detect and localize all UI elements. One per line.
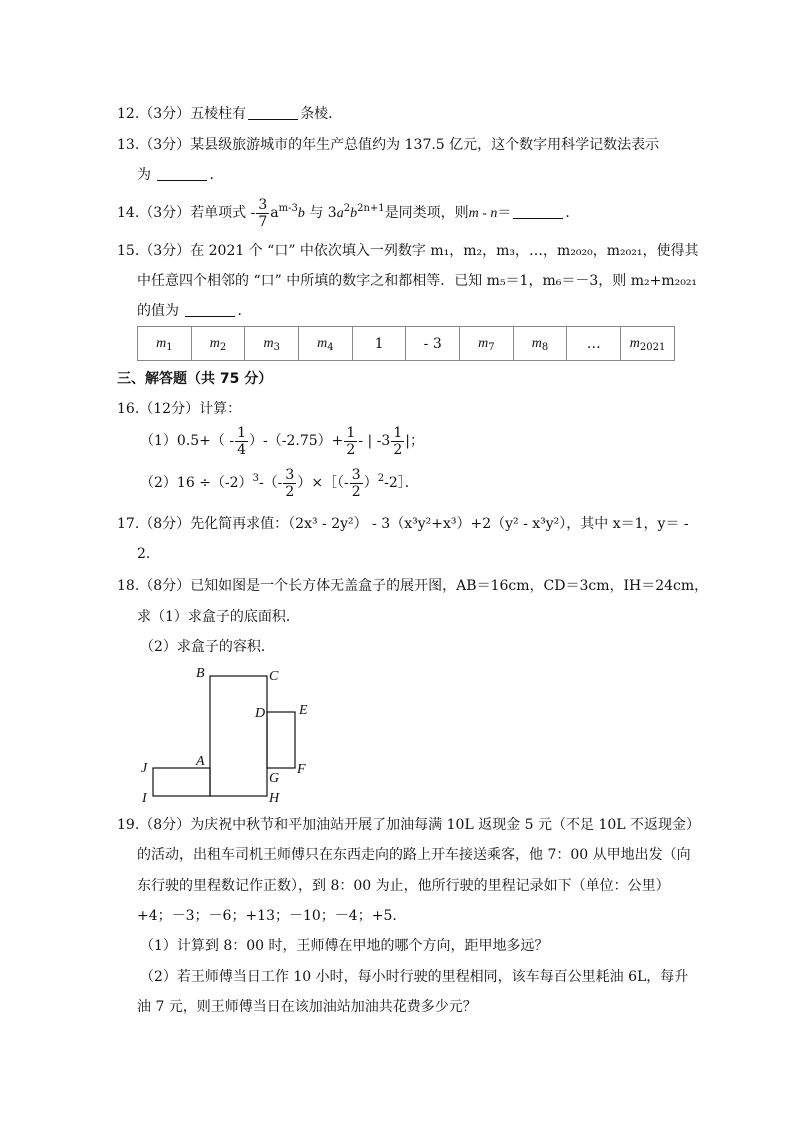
- question-15-line3: [137, 302, 251, 320]
- label-J: J: [141, 761, 148, 776]
- math-var: b: [350, 206, 358, 221]
- numerator: 1: [346, 424, 356, 441]
- section-heading: 三、解答题（共 75 分）: [117, 371, 273, 387]
- main-rectangle: [210, 676, 267, 796]
- fraction: [235, 425, 248, 458]
- question-text: ．: [565, 205, 580, 221]
- question-number: 14.: [117, 205, 140, 221]
- cell-value: 1: [374, 335, 384, 352]
- cell-sub: 2: [219, 342, 227, 353]
- question-number: 13.: [117, 137, 140, 153]
- table-cell: [299, 327, 353, 361]
- question-number: 12.: [117, 106, 140, 122]
- question-14: [117, 196, 579, 231]
- question-18-line2: 求（1）求盒子的底面积．: [137, 609, 300, 625]
- question-18: [117, 577, 708, 595]
- table-cell: [191, 327, 245, 361]
- exponent: 2: [377, 473, 385, 484]
- question-score: （8分）: [139, 516, 191, 532]
- denominator: 2: [285, 483, 295, 500]
- math-text: ）: [363, 475, 378, 491]
- question-text: 中任意四个相邻的 “口” 中所填的数字之和都相等．已知 m₅＝1，m₆＝－3，则 m₂+m₂₀₂₁: [137, 273, 698, 289]
- cell-var: m: [156, 336, 167, 351]
- answer-blank[interactable]: [157, 166, 207, 181]
- label-E: E: [299, 703, 308, 718]
- table-row: [138, 327, 675, 361]
- right-rectangle: [267, 712, 295, 768]
- question-19: [117, 816, 700, 834]
- question-text: 某县级旅游城市的年生产总值约为 137.5 亿元，这个数字用科学记数法表示: [190, 137, 660, 153]
- math-text: ）×［（-: [297, 475, 349, 491]
- question-17-line2: 2．: [137, 546, 160, 562]
- label-I: I: [142, 791, 147, 806]
- numerator: 3: [258, 196, 268, 213]
- question-text: 为: [137, 167, 151, 183]
- cell-var: m: [209, 336, 220, 351]
- question-score: （8分）: [139, 817, 191, 833]
- question-text: 五棱柱有: [190, 106, 247, 122]
- math-text: - | -3: [358, 433, 391, 449]
- question-13: [117, 136, 659, 154]
- fraction: [350, 467, 363, 500]
- cell-var: m: [531, 336, 542, 351]
- question-12: [117, 105, 342, 123]
- denominator: 2: [351, 483, 361, 500]
- sequence-table: [137, 326, 675, 361]
- question-text: 是同类项，则: [384, 205, 469, 221]
- table-cell: [138, 327, 192, 361]
- cell-var: m: [317, 336, 328, 351]
- question-score: （3分）: [139, 137, 191, 153]
- label-H: H: [269, 791, 280, 806]
- question-16-part2: [140, 466, 419, 500]
- part-label: （2）: [140, 475, 177, 491]
- math-text: ）-（-2.75）+: [249, 433, 344, 449]
- math-text: 0.5+（ -: [176, 433, 235, 449]
- cell-sub: 8: [541, 342, 549, 353]
- question-text: 为庆祝中秋节和平加油站开展了加油每满 10L 返现金 5 元（不足 10L 不返现金）: [190, 817, 701, 833]
- table-cell: [621, 327, 675, 361]
- cell-sub: 2021: [639, 342, 666, 353]
- math-expr: m - n: [468, 206, 498, 221]
- cell-value: …: [586, 335, 601, 352]
- question-15: [117, 242, 699, 260]
- math-var: a: [270, 205, 279, 221]
- question-19-line4: +4；－3；－6；+13；－10；－4；+5．: [137, 908, 407, 924]
- exponent: 2n+1: [357, 203, 385, 214]
- question-number: 15.: [117, 243, 140, 259]
- question-16: [117, 400, 241, 418]
- math-text: -（-: [258, 475, 283, 491]
- math-var: b: [297, 206, 305, 221]
- math-text: 16 ÷（-2）: [176, 475, 253, 491]
- denominator: 4: [237, 441, 247, 458]
- question-text: 的值为: [137, 303, 179, 319]
- cell-value: - 3: [423, 335, 442, 352]
- question-17: [117, 515, 689, 533]
- question-text: ＝: [497, 205, 512, 221]
- question-text: 条棱．: [300, 106, 343, 122]
- cell-sub: 1: [166, 342, 173, 353]
- denominator: 7: [258, 213, 268, 230]
- question-score: （8分）: [139, 578, 191, 594]
- question-19-line2: 的活动，出租车司机王师傅只在东西走向的路上开车接送乘客，他 7：00 从甲地出发（向: [137, 847, 691, 863]
- left-rectangle: [153, 768, 210, 796]
- question-19-line7: 油 7 元，则王师傅当日在该加油站加油共花费多少元？: [137, 999, 477, 1015]
- question-13-line2: [137, 166, 223, 184]
- numerator: 1: [393, 424, 403, 441]
- label-G: G: [269, 771, 280, 786]
- question-score: （3分）: [139, 106, 191, 122]
- cell-sub: 3: [273, 342, 280, 353]
- label-B: B: [196, 666, 205, 681]
- question-text: 已知如图是一个长方体无盖盒子的展开图，AB＝16cm，CD＝3cm，IH＝24cm，: [190, 578, 709, 594]
- numerator: 3: [285, 466, 295, 483]
- question-16-part1: [140, 424, 424, 458]
- label-D: D: [255, 706, 266, 721]
- cell-var: m: [263, 336, 274, 351]
- table-cell: [567, 327, 621, 361]
- fraction: [391, 425, 404, 458]
- math-text: -2］．: [384, 475, 419, 491]
- part-label: （1）: [140, 433, 177, 449]
- question-15-line2: [137, 272, 697, 290]
- denominator: 2: [346, 441, 356, 458]
- numerator: 3: [351, 466, 361, 483]
- question-score: （3分）: [139, 243, 191, 259]
- math-text: |；: [405, 433, 424, 449]
- table-cell: [406, 327, 460, 361]
- question-number: 16.: [117, 401, 140, 417]
- question-number: 18.: [117, 578, 140, 594]
- question-score: （12分）: [139, 401, 200, 417]
- question-text: ．: [209, 167, 224, 183]
- question-text: 先化简再求值：（2x³ - 2y²） - 3（x³y²+x³）+2（y² - x³y²），其中 x＝1，y＝ -: [190, 516, 689, 532]
- question-19-part1: （1）计算到 8：00 时，王师傅在甲地的哪个方向，距甲地多远？: [140, 938, 549, 954]
- denominator: 2: [393, 441, 403, 458]
- question-text: ．: [237, 303, 252, 319]
- question-19-line3: 东行驶的里程数记作正数），到 8：00 为止，他所行驶的里程记录如下（单位：公里）: [137, 878, 670, 894]
- label-C: C: [269, 669, 279, 684]
- question-number: 17.: [117, 516, 140, 532]
- table-cell: [513, 327, 567, 361]
- fraction: [256, 197, 269, 230]
- numerator: 1: [237, 424, 247, 441]
- fraction: [344, 425, 357, 458]
- cell-var: m: [478, 336, 489, 351]
- math-var: a: [336, 206, 344, 221]
- question-text: 计算：: [199, 401, 242, 417]
- label-A: A: [196, 754, 205, 769]
- exponent: m-3: [278, 203, 298, 214]
- answer-blank[interactable]: [185, 302, 235, 317]
- label-F: F: [297, 762, 306, 777]
- cell-sub: 7: [488, 342, 495, 353]
- box-net-diagram: [138, 662, 338, 812]
- answer-blank[interactable]: [248, 105, 298, 120]
- cell-var: m: [629, 336, 640, 351]
- question-number: 19.: [117, 817, 140, 833]
- fraction: [283, 467, 296, 500]
- question-text: 在 2021 个 “口” 中依次填入一列数字 m₁，m₂，m₃，…，m₂₀₂₀，m₂₀₂₁，使得其: [190, 243, 699, 259]
- question-19-part2: （2）若王师傅当日工作 10 小时，每小时行驶的里程相同，该车每百公里耗油 6L，每升: [140, 969, 689, 985]
- answer-blank[interactable]: [513, 204, 563, 219]
- table-cell: [460, 327, 514, 361]
- question-score: （3分）: [139, 205, 191, 221]
- question-18-line3: （2）求盒子的容积．: [140, 639, 275, 655]
- table-cell: [352, 327, 406, 361]
- exponent: 3: [252, 473, 259, 484]
- exponent: 2: [343, 203, 351, 214]
- cell-sub: 4: [327, 342, 334, 353]
- question-text: 与 3: [304, 205, 337, 221]
- table-cell: [245, 327, 299, 361]
- question-text: 若单项式 -: [190, 205, 256, 221]
